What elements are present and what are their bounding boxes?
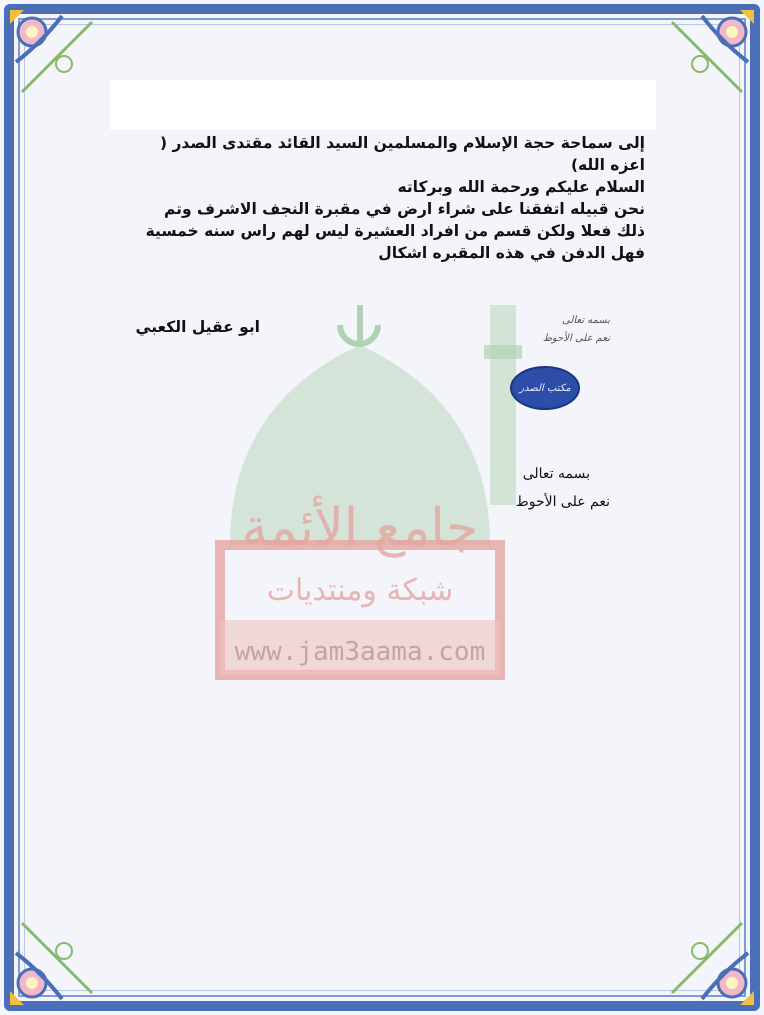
letter-line: إلى سماحة حجة الإسلام والمسلمين السيد القائد مقتدى الصدر (: [160, 134, 645, 152]
official-seal: [510, 366, 580, 410]
corner-ornament-icon: [2, 2, 112, 112]
letter-body: [100, 132, 645, 264]
corner-ornament-icon: [652, 2, 762, 112]
watermark-url: www.jam3aama.com: [234, 637, 486, 667]
reply-line: نعم على الأحوط: [515, 494, 610, 510]
corner-ornament-icon: [2, 903, 112, 1013]
letter-line: السلام عليكم ورحمة الله وبركاته: [397, 178, 645, 196]
watermark-name: جامع الأئمة: [241, 498, 479, 558]
handwritten-reply: [520, 312, 610, 348]
letter-line: نحن قبيله اتفقنا على شراء ارض في مقبرة النجف الاشرف وتم: [164, 200, 645, 218]
watermark-subtitle: شبكة ومنتديات: [266, 573, 454, 608]
typed-reply: [470, 460, 610, 516]
handwritten-line: بسمه تعالى: [561, 315, 610, 326]
letter-line: ذلك فعلا ولكن قسم من افراد العشيرة ليس لهم راس سنه خمسية: [145, 222, 645, 240]
letter-line: فهل الدفن في هذه المقبره اشكال: [378, 244, 645, 262]
sender-name: ابو عقيل الكعبي: [135, 318, 260, 336]
letter-line: اعزه الله): [570, 156, 645, 174]
paper-strip: [110, 80, 656, 130]
seal-text: مكتب الصدر: [519, 382, 571, 394]
reply-line: بسمه تعالى: [522, 466, 590, 482]
handwritten-line: نعم على الأحوط: [542, 333, 610, 344]
corner-ornament-icon: [652, 903, 762, 1013]
